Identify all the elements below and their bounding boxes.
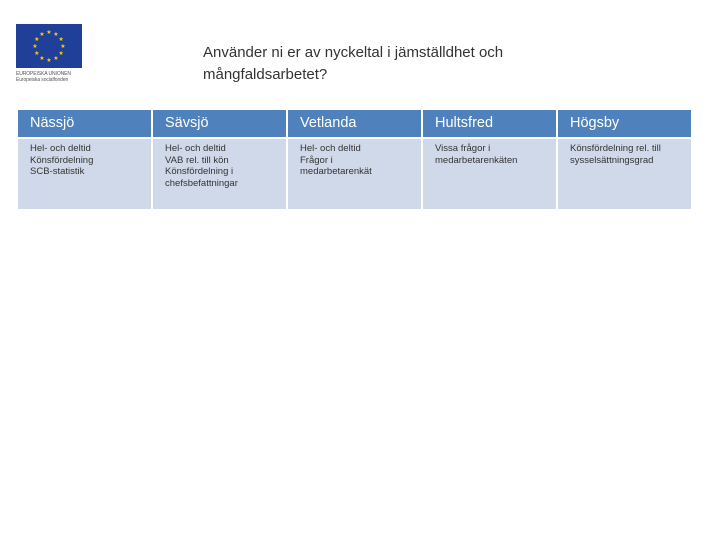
cell-line: Könsfördelning rel. till (570, 143, 661, 154)
cell-line: chefsbefattningar (165, 177, 238, 189)
cell-line: Hel- och deltid (30, 143, 91, 154)
star-icon: ★ (53, 56, 59, 63)
star-icon: ★ (34, 37, 40, 43)
logo-line-1: EUROPEISKA UNIONEN (16, 71, 71, 77)
table-cell-hultsfred (423, 139, 556, 209)
star-icon: ★ (60, 44, 66, 50)
star-icon: ★ (58, 37, 64, 43)
star-icon: ★ (34, 51, 40, 57)
cell-line: Vissa frågor i (435, 143, 491, 154)
cell-line: medarbetarenkäten (435, 154, 518, 166)
star-icon: ★ (46, 58, 52, 64)
column-header-hogsby: Högsby (558, 110, 691, 137)
cell-line: Hel- och deltid (300, 143, 361, 154)
column-header-vetlanda: Vetlanda (288, 110, 421, 137)
star-icon: ★ (39, 31, 45, 38)
column-header-savsjo: Sävsjö (153, 110, 286, 137)
star-icon: ★ (58, 51, 64, 57)
star-icon: ★ (39, 56, 45, 63)
table-cell-nassjo (18, 139, 151, 209)
table-cell-hogsby (558, 139, 691, 209)
cell-line: Frågor i (300, 154, 333, 166)
star-icon: ★ (46, 30, 52, 36)
logo-line-2: Europeiska socialfonden (16, 77, 69, 83)
cell-line: Könsfördelning i (165, 166, 234, 177)
cell-line: Könsfördelning (30, 154, 94, 166)
title-line-2: mångfaldsarbetet? (203, 66, 328, 83)
column-header-hultsfred: Hultsfred (423, 110, 556, 137)
cell-line: sysselsättningsgrad (570, 154, 654, 166)
cell-line: SCB-statistik (30, 166, 85, 177)
logo-caption (16, 71, 84, 83)
page-title (203, 42, 563, 86)
table-cell-savsjo (153, 139, 286, 209)
eu-flag-icon (16, 24, 82, 68)
title-line-1: Använder ni er av nyckeltal i jämställdhet och (203, 44, 504, 61)
municipality-table (18, 110, 694, 209)
cell-line: Hel- och deltid (165, 143, 226, 154)
star-icon: ★ (53, 31, 59, 38)
cell-line: VAB rel. till kön (165, 154, 229, 166)
star-icon: ★ (32, 44, 38, 50)
table-cell-vetlanda (288, 139, 421, 209)
cell-line: medarbetarenkät (300, 166, 372, 177)
eu-logo (16, 24, 84, 83)
column-header-nassjo: Nässjö (18, 110, 151, 137)
